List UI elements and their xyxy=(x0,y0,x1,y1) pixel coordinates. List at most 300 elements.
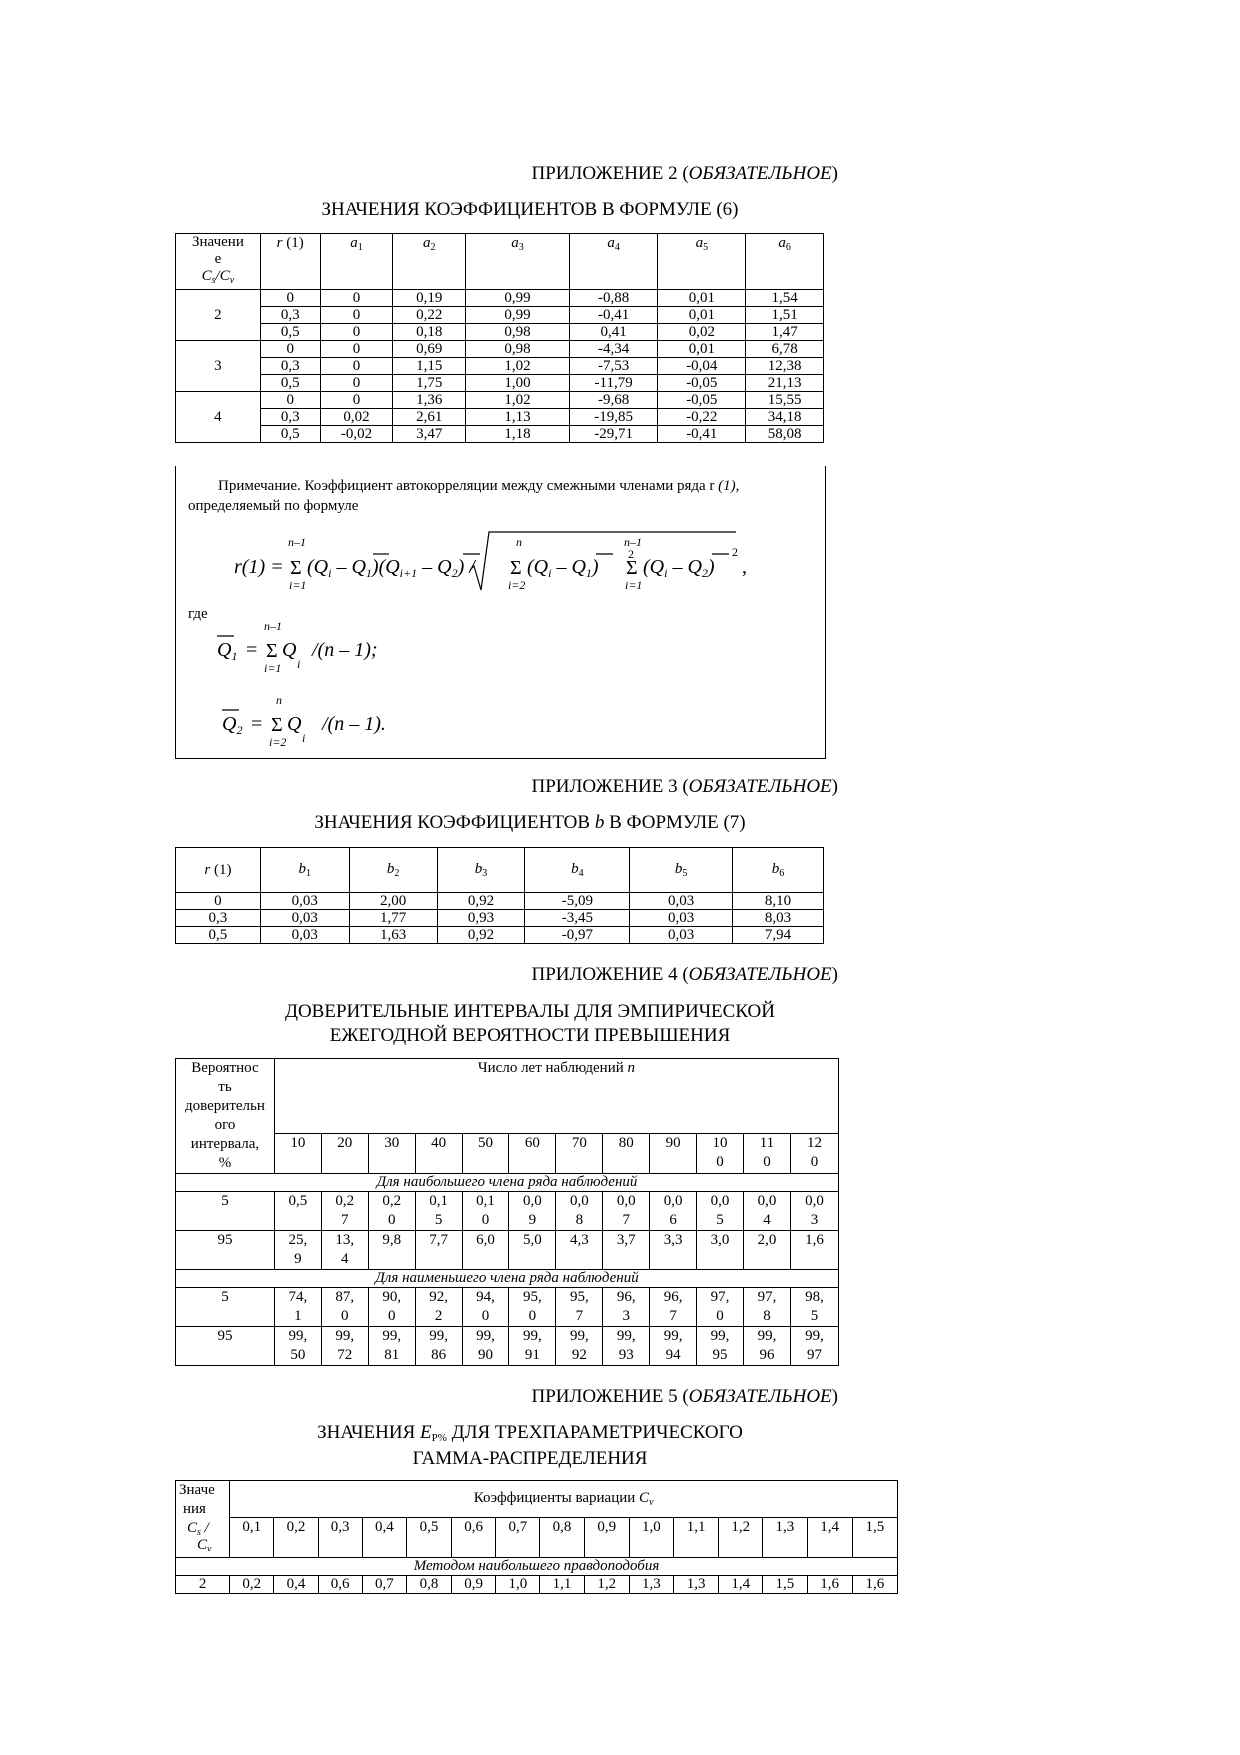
table-cell xyxy=(790,1231,838,1270)
cell-line: 72 xyxy=(337,1347,353,1363)
cell-line: 0,2 xyxy=(335,1193,355,1209)
header-r1: r (1) xyxy=(176,848,261,893)
table-cell: 0,69 xyxy=(393,341,466,358)
table-cell: 0,2 xyxy=(230,1576,274,1594)
cell-line: 0 xyxy=(716,1153,724,1170)
q2-def-qi-sub: i xyxy=(302,731,306,745)
table-cell: 0,03 xyxy=(630,927,733,944)
cell-line: 40 xyxy=(431,1134,447,1151)
table-cell xyxy=(650,1192,697,1231)
formula-end: , xyxy=(742,556,747,578)
cv-c: C xyxy=(639,1490,650,1506)
q1-def-qi-sub: i xyxy=(297,657,301,671)
cell-line: 92 xyxy=(571,1347,587,1363)
formula-lhs: r(1) = xyxy=(234,556,284,578)
cell-line: 94, xyxy=(476,1289,495,1305)
cell-line: 95, xyxy=(569,1289,589,1305)
table-cell xyxy=(603,1192,650,1231)
sum2-sigma: Σ xyxy=(510,557,522,579)
cell-line: 2 xyxy=(434,1308,443,1324)
cell-line: 0,0 xyxy=(805,1193,824,1209)
table-cell: 0,99 xyxy=(466,290,570,307)
table-cell: 0,3 xyxy=(260,358,320,375)
cell-line: 99, xyxy=(429,1328,448,1344)
autocorrelation-formula xyxy=(176,526,825,596)
cell-line: 1 xyxy=(294,1308,302,1324)
cell-line: 7 xyxy=(622,1212,630,1228)
table-cell: 0,6 xyxy=(318,1576,362,1594)
table-cell xyxy=(274,1327,321,1366)
q1-sum-upper: n–1 xyxy=(264,619,282,633)
cell-line: 6 xyxy=(669,1212,677,1228)
cell-line: 8 xyxy=(575,1212,584,1228)
header-year-cell xyxy=(368,1133,415,1173)
table-cell: -0,41 xyxy=(569,307,658,324)
header-cv-cell: 0,2 xyxy=(274,1518,318,1558)
cell-line: 25, xyxy=(288,1232,308,1248)
header-confidence-interval xyxy=(176,1059,275,1174)
table-row xyxy=(176,341,824,358)
table-cell: 0 xyxy=(320,375,393,392)
table-header-row xyxy=(176,1481,898,1518)
q2-def-rhs: /(n – 1). xyxy=(322,713,386,735)
table-cell xyxy=(462,1327,509,1366)
cell-line: 3 xyxy=(810,1212,819,1228)
table-cell: 0,5 xyxy=(176,927,261,944)
cell-line: 99, xyxy=(663,1328,683,1344)
table-cell: 1,1 xyxy=(540,1576,584,1594)
table-cell: 0,03 xyxy=(260,927,349,944)
header-cv-cell: 0,3 xyxy=(318,1518,362,1558)
table-cell xyxy=(556,1192,603,1231)
table-row xyxy=(176,375,824,392)
section-label: Для наименьшего члена ряда наблюдений xyxy=(176,1270,839,1288)
row-label: 95 xyxy=(176,1231,275,1270)
table-cell: 0,92 xyxy=(437,893,525,910)
section-row xyxy=(176,1558,898,1576)
q1-def-lhs: $Q_1$ xyxy=(217,639,238,663)
table-cell: 0,9 xyxy=(452,1576,496,1594)
table-cell xyxy=(697,1231,744,1270)
table-cell: 0 xyxy=(320,307,393,324)
table-cell: 0,5 xyxy=(260,324,320,341)
table-cell: 0,03 xyxy=(260,893,349,910)
cell-line: 60 xyxy=(524,1134,540,1151)
q1-sum-sigma: Σ xyxy=(266,640,278,662)
appendix-4-heading: ПРИЛОЖЕНИЕ 4 (ОБЯЗАТЕЛЬНОЕ) xyxy=(531,964,838,985)
header-cv-cell: 0,4 xyxy=(362,1518,406,1558)
table-cell xyxy=(603,1231,650,1270)
table-cell xyxy=(509,1327,556,1366)
table-cell xyxy=(415,1192,462,1231)
header-cs-cv: Значени е $C_s/C_v$ xyxy=(176,234,261,290)
table-row xyxy=(176,910,824,927)
cell-line: 5 xyxy=(434,1212,443,1228)
cell-line: 0 xyxy=(763,1153,771,1170)
table-cell: 0 xyxy=(320,290,393,307)
cell-line: Значе xyxy=(179,1482,215,1498)
table-row xyxy=(176,358,824,375)
cell-line: 99, xyxy=(288,1328,308,1344)
cell-line: 10 xyxy=(290,1134,306,1151)
cell-line: 91 xyxy=(524,1347,540,1363)
table-header-row xyxy=(176,234,824,290)
table-cell: -0,88 xyxy=(569,290,658,307)
cell-line: 96, xyxy=(663,1289,683,1305)
section-label: Методом наибольшего правдоподобия xyxy=(176,1558,898,1576)
cell-line: 0,0 xyxy=(616,1193,636,1209)
table-cell: 1,51 xyxy=(746,307,824,324)
cell-line: 95 xyxy=(712,1347,728,1363)
table-cell: 15,55 xyxy=(746,392,824,409)
table-cell xyxy=(509,1288,556,1327)
cell-line: 3,0 xyxy=(710,1232,730,1248)
cell-line: 90 xyxy=(665,1134,681,1151)
cell-line: 0 xyxy=(387,1308,396,1324)
table-cell xyxy=(274,1288,321,1327)
cell-line: 7 xyxy=(575,1308,584,1324)
cell-line: 12 xyxy=(806,1134,822,1151)
table-cell: -9,68 xyxy=(569,392,658,409)
table-cell: 1,18 xyxy=(466,426,570,443)
table-cell: 0,22 xyxy=(393,307,466,324)
q2-def-lhs: $Q_2$ xyxy=(222,713,243,737)
header-b5: $b_5$ xyxy=(630,848,733,893)
table-header-row xyxy=(176,1518,898,1558)
formula-term-3: $(Q_i - Q_2)$ xyxy=(643,556,715,580)
table-cell: 0,41 xyxy=(569,324,658,341)
sum3-upper: n–1 xyxy=(624,535,642,549)
table-header-row xyxy=(176,1059,839,1134)
table-cell: 0,03 xyxy=(630,893,733,910)
table-cell: 7,94 xyxy=(733,927,824,944)
formula-note xyxy=(175,466,826,759)
cell-line: 0 xyxy=(716,1308,724,1324)
table-cell: 0,8 xyxy=(406,1576,451,1594)
header-a2: $a_2$ xyxy=(393,234,466,290)
table-cell xyxy=(274,1231,321,1270)
cell-line: 0 xyxy=(387,1212,396,1228)
table-cell: 0,5 xyxy=(260,375,320,392)
formula-term-1: $(Q_i - Q_1)(Q_{i+1} - Q_2)$ / xyxy=(307,556,475,580)
table-cell: 0,01 xyxy=(658,290,746,307)
coefficients-b-table xyxy=(175,847,824,944)
header-cv-cell: 1,0 xyxy=(629,1518,673,1558)
table-cell: 0 xyxy=(320,392,393,409)
cell-line: 0 xyxy=(528,1308,537,1324)
header-year-cell xyxy=(321,1133,368,1173)
table-cell: -0,97 xyxy=(525,927,630,944)
cell-line: 0,0 xyxy=(663,1193,683,1209)
cell-line: 0,0 xyxy=(523,1193,542,1209)
square-1: 2 xyxy=(628,547,634,561)
table-cell xyxy=(321,1327,368,1366)
header-year-cell xyxy=(274,1133,321,1173)
cell-line: ть xyxy=(218,1079,232,1095)
q2-def-eq: = xyxy=(251,713,263,735)
header-year-cell xyxy=(415,1133,462,1173)
header-b2: $b_2$ xyxy=(349,848,437,893)
table-cell: 0,3 xyxy=(260,409,320,426)
years-label: Число лет наблюдений xyxy=(477,1060,628,1076)
table-cell xyxy=(415,1288,462,1327)
section-row xyxy=(176,1174,839,1192)
cell-line: 0,0 xyxy=(710,1193,730,1209)
table-cell: -19,85 xyxy=(569,409,658,426)
cell-line: 94 xyxy=(665,1347,681,1363)
table-cell: 0 xyxy=(260,341,320,358)
table-cell: -29,71 xyxy=(569,426,658,443)
cell-line: 99, xyxy=(335,1328,355,1344)
header-cv xyxy=(230,1481,898,1518)
cell-line: 97 xyxy=(806,1347,822,1363)
cell-line: 93 xyxy=(618,1347,634,1363)
q2-sum-lower: i=2 xyxy=(269,735,287,749)
cs-cv-group-cell: 3 xyxy=(176,341,261,392)
table-cell: -0,02 xyxy=(320,426,393,443)
table-cell: 0,92 xyxy=(437,927,525,944)
table-cell: 1,77 xyxy=(349,910,437,927)
cell-line: 0 xyxy=(481,1308,490,1324)
header-b6: $b_6$ xyxy=(733,848,824,893)
table-cell: 0,99 xyxy=(466,307,570,324)
table-row xyxy=(176,1327,839,1366)
row-label: 95 xyxy=(176,1327,275,1366)
cell-line: $C_v$ xyxy=(197,1539,212,1551)
table-cell xyxy=(321,1231,368,1270)
header-r1: r (1) xyxy=(260,234,320,290)
table-cell: 1,2 xyxy=(584,1576,629,1594)
header-cv-cell: 0,7 xyxy=(496,1518,540,1558)
table-cell: 0,3 xyxy=(260,307,320,324)
cell-line: 0 xyxy=(481,1212,490,1228)
appendix-3-heading: ПРИЛОЖЕНИЕ 3 (ОБЯЗАТЕЛЬНОЕ) xyxy=(531,776,838,797)
sum3-sigma: Σ xyxy=(626,557,638,579)
cell-line: 98, xyxy=(805,1289,824,1305)
cell-line: 99, xyxy=(523,1328,542,1344)
table-cell xyxy=(509,1231,556,1270)
appendix-2-title: ЗНАЧЕНИЯ КОЭФФИЦИЕНТОВ В ФОРМУЛЕ (6) xyxy=(321,199,739,220)
header-year-cell xyxy=(462,1133,509,1173)
table-cell xyxy=(368,1192,415,1231)
table-cell: 0,4 xyxy=(274,1576,318,1594)
table-cell: 0,18 xyxy=(393,324,466,341)
mean-formulas xyxy=(176,616,825,756)
table-cell: -0,41 xyxy=(658,426,746,443)
table-row xyxy=(176,324,824,341)
table-cell: -0,05 xyxy=(658,375,746,392)
table-cell: 0,02 xyxy=(658,324,746,341)
cell-line: 0,5 xyxy=(288,1193,308,1209)
cell-line: 11 xyxy=(759,1134,775,1151)
header-b3: $b_3$ xyxy=(437,848,525,893)
cell-line: % xyxy=(218,1155,232,1171)
table-cell: 1,3 xyxy=(629,1576,673,1594)
table-cell: 0 xyxy=(176,893,261,910)
appendix-4-title: ДОВЕРИТЕЛЬНЫЕ ИНТЕРВАЛЫ ДЛЯ ЭМПИРИЧЕСКОЙ ЕЖЕГОДНОЙ ВЕРОЯТНОСТИ ПРЕВЫШЕНИЯ xyxy=(285,1001,775,1046)
table-cell: 34,18 xyxy=(746,409,824,426)
q1-def-rhs: /(n – 1); xyxy=(312,639,378,661)
table-cell: 0 xyxy=(320,358,393,375)
table-cell: 1,00 xyxy=(466,375,570,392)
table-cell: 1,4 xyxy=(719,1576,763,1594)
table-cell xyxy=(462,1288,509,1327)
q1-def-eq: = xyxy=(246,639,258,661)
appendix-5-title: ЗНАЧЕНИЯ EP% ДЛЯ ТРЕХПАРАМЕТРИЧЕСКОГО ГАММА-РАСПРЕДЕЛЕНИЯ xyxy=(317,1422,743,1469)
cell-line: 30 xyxy=(384,1134,400,1151)
table-cell xyxy=(603,1288,650,1327)
header-cv-cell: 0,6 xyxy=(452,1518,496,1558)
table-cell xyxy=(650,1231,697,1270)
table-cell: 1,47 xyxy=(746,324,824,341)
section-label: Для наибольшего члена ряда наблюдений xyxy=(176,1174,839,1192)
cell-line: 9 xyxy=(294,1251,302,1267)
table-cell: 21,13 xyxy=(746,375,824,392)
table-cell: 0 xyxy=(320,324,393,341)
appendix-5-heading: ПРИЛОЖЕНИЕ 5 (ОБЯЗАТЕЛЬНОЕ) xyxy=(531,1386,838,1407)
table-cell: 0 xyxy=(320,341,393,358)
table-cell: 0,02 xyxy=(320,409,393,426)
table-row xyxy=(176,290,824,307)
header-cv-cell: 1,2 xyxy=(719,1518,763,1558)
table-cell: 1,6 xyxy=(852,1576,897,1594)
q2-sum-upper: n xyxy=(276,693,282,707)
cell-line: 5 xyxy=(716,1212,724,1228)
cell-line: 97, xyxy=(710,1289,730,1305)
where-label: где xyxy=(188,606,208,622)
table-cell xyxy=(321,1288,368,1327)
table-cell xyxy=(368,1288,415,1327)
cell-line: $C_s$ / xyxy=(187,1520,209,1538)
table-cell: 0,5 xyxy=(260,426,320,443)
table-cell xyxy=(415,1327,462,1366)
cell-line: 8 xyxy=(763,1308,771,1324)
table-cell xyxy=(556,1231,603,1270)
sum3-lower: i=1 xyxy=(625,578,643,592)
row-label: 5 xyxy=(176,1192,275,1231)
cell-line: 99, xyxy=(569,1328,589,1344)
note-text: Примечание. Коэффициент автокорреляции между смежными членами ряда r (1), xyxy=(218,478,740,494)
table-cell: 0 xyxy=(260,392,320,409)
cell-line: 5 xyxy=(810,1308,819,1324)
q2-def-qi: Q xyxy=(287,713,302,735)
cell-line: 81 xyxy=(384,1347,400,1363)
table-row xyxy=(176,1231,839,1270)
row-label: 2 xyxy=(176,1576,230,1594)
cv-sub: v xyxy=(649,1497,654,1508)
sum1-lower: i=1 xyxy=(289,578,307,592)
table-cell xyxy=(697,1192,744,1231)
table-cell: 0,03 xyxy=(630,910,733,927)
cell-line: 3,7 xyxy=(616,1232,636,1248)
table-cell xyxy=(462,1231,509,1270)
header-cv-cell: 1,5 xyxy=(852,1518,897,1558)
table-cell: 0 xyxy=(260,290,320,307)
table-cell: 0,01 xyxy=(658,307,746,324)
table-cell: 1,15 xyxy=(393,358,466,375)
header-cv-cell: 0,1 xyxy=(230,1518,274,1558)
table-cell: 0,7 xyxy=(362,1576,406,1594)
cell-line: 7 xyxy=(341,1212,349,1228)
header-year-cell xyxy=(650,1133,697,1173)
appendix-2-heading: ПРИЛОЖЕНИЕ 2 (ОБЯЗАТЕЛЬНОЕ) xyxy=(531,163,838,184)
table-cell: 1,54 xyxy=(746,290,824,307)
cell-line: интервала, xyxy=(190,1136,260,1152)
cell-line: 92, xyxy=(429,1289,448,1305)
cell-line: Вероятнос xyxy=(191,1060,259,1076)
table-cell xyxy=(697,1327,744,1366)
table-row xyxy=(176,409,824,426)
table-cell: 58,08 xyxy=(746,426,824,443)
cell-line: 3 xyxy=(622,1308,630,1324)
cell-line: 99, xyxy=(710,1328,730,1344)
table-cell xyxy=(415,1231,462,1270)
cell-line: 7 xyxy=(669,1308,677,1324)
table-cell: -0,04 xyxy=(658,358,746,375)
cell-line: 4 xyxy=(763,1212,771,1228)
cell-line: 5,0 xyxy=(523,1232,542,1248)
table-cell: -0,22 xyxy=(658,409,746,426)
sum1-upper: n–1 xyxy=(288,535,306,549)
cell-line: 6,0 xyxy=(476,1232,495,1248)
table-cell xyxy=(368,1327,415,1366)
table-cell xyxy=(603,1327,650,1366)
sum1-sigma: Σ xyxy=(290,557,302,579)
table-cell xyxy=(556,1327,603,1366)
square-2: 2 xyxy=(732,545,738,559)
cell-line: 0 xyxy=(810,1153,819,1170)
table-cell xyxy=(744,1231,791,1270)
cell-line: 50 xyxy=(478,1134,494,1151)
years-n: n xyxy=(627,1060,636,1076)
q1-sum-lower: i=1 xyxy=(264,661,282,675)
table-cell: 1,13 xyxy=(466,409,570,426)
table-row xyxy=(176,893,824,910)
cell-line: 96 xyxy=(759,1347,775,1363)
table-cell: 0,98 xyxy=(466,341,570,358)
cell-line: 74, xyxy=(288,1289,308,1305)
cell-line: 13, xyxy=(335,1232,355,1248)
table-cell: 3,47 xyxy=(393,426,466,443)
header-cv-cell: 1,3 xyxy=(763,1518,807,1558)
cell-line: 20 xyxy=(337,1134,353,1151)
table-cell: 0,93 xyxy=(437,910,525,927)
table-cell xyxy=(697,1288,744,1327)
cell-line: 0,1 xyxy=(429,1193,448,1209)
table-cell: 0,98 xyxy=(466,324,570,341)
appendix-3-title: ЗНАЧЕНИЯ КОЭФФИЦИЕНТОВ b В ФОРМУЛЕ (7) xyxy=(314,812,746,833)
cell-line: 90 xyxy=(478,1347,494,1363)
table-row xyxy=(176,1192,839,1231)
table-cell xyxy=(744,1192,791,1231)
table-cell: 1,63 xyxy=(349,927,437,944)
cell-line: 99, xyxy=(382,1328,402,1344)
cell-line: 0,0 xyxy=(569,1193,589,1209)
cell-line: 9 xyxy=(528,1212,537,1228)
table-row xyxy=(176,1288,839,1327)
table-cell xyxy=(744,1288,791,1327)
q1-def-qi: Q xyxy=(282,639,297,661)
header-year-cell xyxy=(556,1133,603,1173)
sum2-lower: i=2 xyxy=(508,578,526,592)
table-cell xyxy=(650,1288,697,1327)
table-cell xyxy=(744,1327,791,1366)
q2-sum-sigma: Σ xyxy=(271,714,283,736)
table-cell xyxy=(790,1192,838,1231)
header-b1: $b_1$ xyxy=(260,848,349,893)
ep-values-table xyxy=(175,1480,898,1594)
table-cell: 1,3 xyxy=(673,1576,718,1594)
